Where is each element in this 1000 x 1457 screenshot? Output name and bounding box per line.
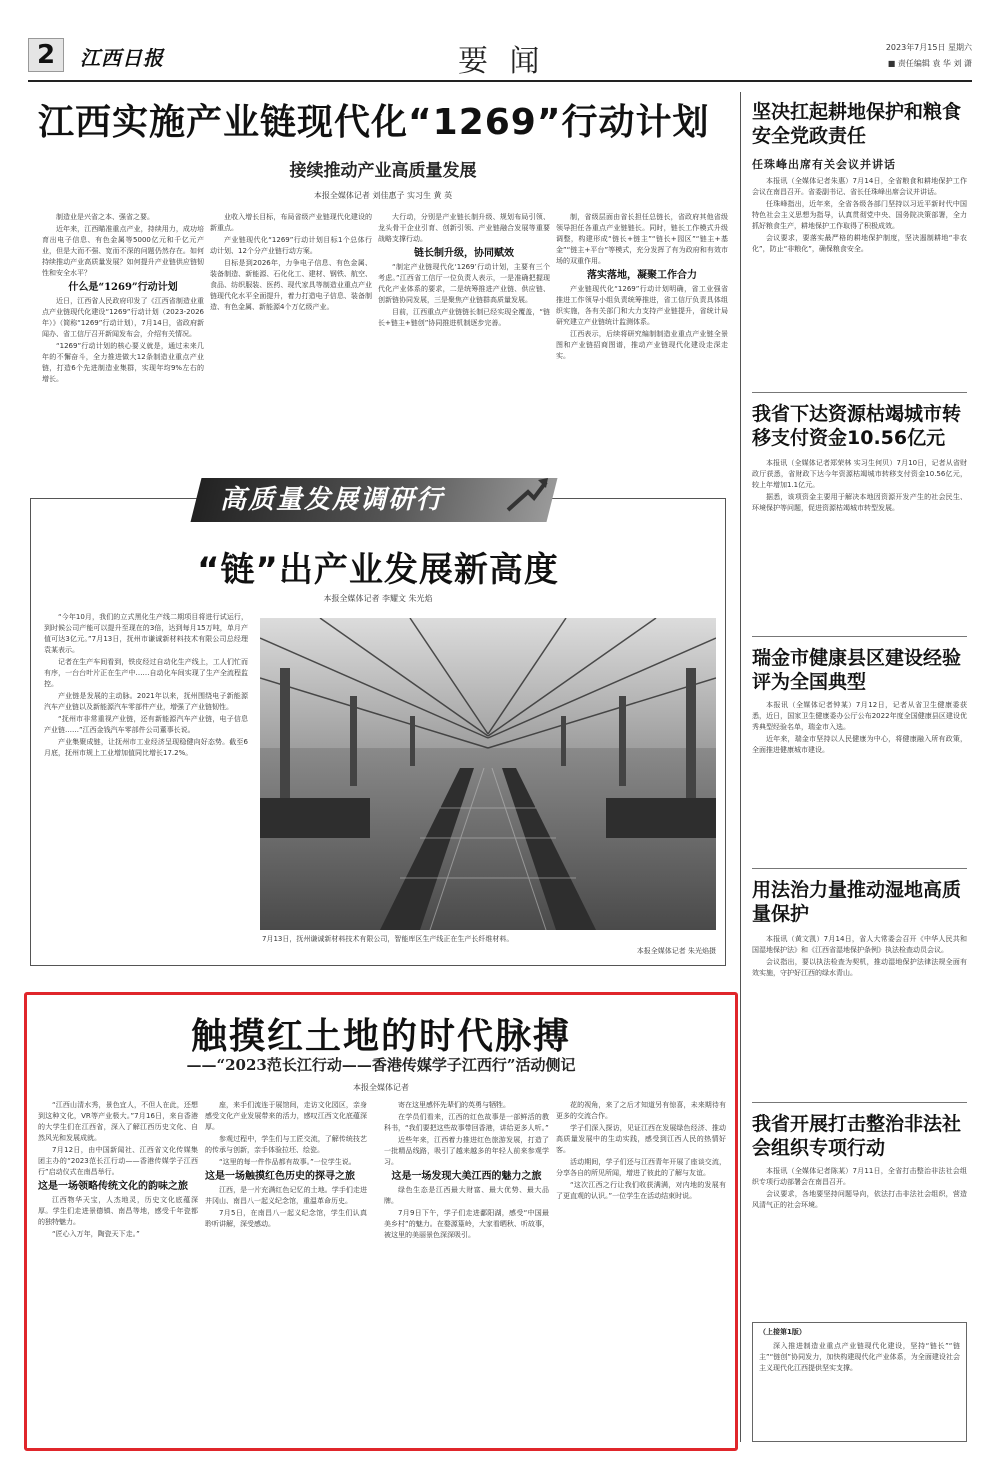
sidebar-paragraph: 本报讯（全媒体记者朱惠）7月14日，全省粮食和耕地保护工作会议在南昌召开。省委副书记、省长任珠峰出席会议并讲话。 <box>752 177 967 196</box>
sidebar-story-1-subhead: 任珠峰出席有关会议并讲话 <box>752 158 896 171</box>
sidebar-story-1-headline: 坚决扛起耕地保护和粮食安全党政责任 <box>752 101 962 147</box>
sidebar-story-2-headline: 我省下达资源枯竭城市转移支付资金10.56亿元 <box>752 403 962 449</box>
feature-byline: 本报全媒体记者 李耀文 朱光焰 <box>323 594 433 603</box>
bottom-paragraph: 7月5日，在南昌八一起义纪念馆，学生们认真聆听讲解，深受感动。 <box>205 1209 367 1228</box>
bottom-paragraph: “江西山清水秀，景色宜人，不但人在此，还想到这种文化，VR等产业极大。”7月16日，来自香港的大学生们在江西省，深入了解江西历史文化、自然风光和发展成就。 <box>38 1101 198 1142</box>
lead-paragraph: 近年来，江西瞄准重点产业，持续用力，成功培育出电子信息、有色金属等5000亿元和千亿元产业，但是大而不强、宽而不深的问题仍然存在。如何持续推动产业高质量发展？如何提升产业链供应链韧性和安全水平？ <box>42 225 204 277</box>
lead-byline: 本报全媒体记者 刘佳惠子 实习生 黄 英 <box>313 191 453 200</box>
bottom-paragraph: 寄在这里感怀先辈们的英勇与牺牲。 <box>398 1101 510 1109</box>
section-title: 要 闻 <box>458 44 546 79</box>
feature-paragraph: 产业集聚成链，让抚州市工业经济呈现稳健向好态势。截至6月底，抚州市规上工业增加值同比增长17.2%。 <box>44 738 248 757</box>
lead-subheadline: 接续推动产业高质量发展 <box>289 161 477 181</box>
bottom-paragraph: 江西，是一片充满红色记忆的土地。学手们走进井冈山、南昌八一起义纪念馆，重温革命历史。 <box>205 1186 367 1205</box>
photo-credit: 本报全媒体记者 朱光焰摄 <box>636 947 716 955</box>
lead-paragraph: “制定产业链现代化‘1269’行动计划，主要有三个考虑。”江西省工信厅一位负责人表示，一是准确把握现代化产业体系的要求，二是统筹推进产业链、供应链、创新链协同发展，三是聚焦产业链群高质量发展。 <box>378 263 550 304</box>
photo-caption: 7月13日，抚州谦诚新材料技术有限公司，智能库区生产线正在生产长纤维材料。 <box>262 935 514 943</box>
bottom-paragraph: 在学员们看来，江西的红色故事是一部鲜活的教科书，“我们要把这些故事带回香港，讲给更多人听。” <box>384 1113 549 1132</box>
sidebar-paragraph: 本报讯（全媒体记者陈某）7月11日，全省打击整治非法社会组织专项行动部署会在南昌召开。 <box>752 1167 967 1186</box>
bottom-paragraph: 学子们深入探访，见证江西在发展绿色经济、推动高质量发展中的生动实践，感受到江西人民的热情好客。 <box>556 1124 726 1154</box>
sidebar-paragraph: 本报讯（黄文凯）7月14日，省人大常委会召开《中华人民共和国湿地保护法》和《江西省湿地保护条例》执法检查动员会议。 <box>752 935 967 954</box>
feature-banner <box>191 478 558 522</box>
bottom-paragraph: 7月9日下午，学子们走进鄱阳湖，感受“中国最美乡村”的魅力。在婺源篁岭，大家看晒秋、听故事，被这里的美丽景色深深吸引。 <box>384 1209 549 1239</box>
bottom-paragraph: 参观过程中，学生们与工匠交流，了解传统技艺的传承与创新，亲手体验拉坯、绘瓷。 <box>205 1135 367 1154</box>
lead-paragraph: “1269”行动计划的核心要义就是，通过未来几年的不懈奋斗，全力推进做大12条制造业重点产业链，打造6个先进制造业集群，实现年均9%左右的增长。 <box>42 342 204 383</box>
bottom-subheadline: ——“2023范长江行动——香港传媒学子江西行”活动侧记 <box>186 1056 576 1074</box>
bottom-subhead-3: 这是一场发现大美江西的魅力之旅 <box>391 1171 542 1182</box>
continued-box <box>752 1322 967 1442</box>
sidebar-story-2-body <box>752 458 967 628</box>
lead-paragraph: 近日，江西省人民政府印发了《江西省制造业重点产业链现代化建设“1269”行动计划（2023-2026年）》（简称“1269”行动计划），7月14日，省政府新闻办、省工信厅召开新闻发布会，介绍有关情况。 <box>42 297 204 338</box>
bottom-paragraph: 7月12日，由中国新闻社、江西省文化传媒集团主办的“2023范长江行动——香港传媒学子江西行”启动仪式在南昌举行。 <box>38 1146 198 1176</box>
bottom-column-4 <box>556 1100 726 1440</box>
sidebar-story-4-headline: 用法治力量推动湿地高质量保护 <box>752 879 962 925</box>
continued-tag: （上接第1版） <box>759 1328 806 1336</box>
sidebar-rule <box>752 636 967 637</box>
bottom-paragraph: 花的视角，来了之后才知道另有惊喜，未来期待有更多的交流合作。 <box>556 1101 726 1120</box>
lead-paragraph: 目标是到2026年，力争电子信息、有色金属、装备制造、新能源、石化化工、建材、钢铁、航空、食品、纺织服装、医药、现代家具等制造业重点产业链现代化水平全面提升，着力打造电子信息、装备制造、有色金属、新能源4个万亿级产业。 <box>210 259 372 311</box>
lead-column-3 <box>378 212 550 452</box>
feature-paragraph: “今年10月，我们的立式黑化生产线二期项目将进行试运行，到时候公司产能可以提升至现在的3倍，达到每月15万吨，单月产值可达3亿元。”7月13日，抚州市谦诚新材料技术有限公司总经理袁某表示。 <box>44 613 248 654</box>
continued-body <box>759 1341 960 1437</box>
lead-subhead-1: 什么是“1269”行动计划 <box>68 282 178 293</box>
feature-column-1 <box>44 612 248 958</box>
feature-headline: “链”出产业发展新高度 <box>197 550 559 590</box>
sidebar-paragraph: 会议要求，要落实最严格的耕地保护制度，坚决遏制耕地“非农化”，防止“非粮化”，确保粮食安全。 <box>752 234 967 253</box>
lead-column-2 <box>210 212 372 452</box>
bottom-headline: 触摸红土地的时代脉搏 <box>190 1016 571 1057</box>
lead-subhead-3: 落实落地，凝聚工作合力 <box>587 270 697 281</box>
feature-paragraph: “抚州市非常重视产业链，还有新能源汽车产业链，电子信息产业链……”江西金钱汽车零部件公司董事长说。 <box>44 715 248 734</box>
bottom-byline: 本报全媒体记者 <box>353 1083 409 1092</box>
bottom-paragraph: “这次江西之行让我们收获满满，对内地的发展有了更直观的认识。”一位学生在活动结束时说。 <box>556 1181 726 1200</box>
sidebar-rule <box>752 868 967 869</box>
feature-paragraph: 产业链是发展的主动脉。2021年以来，抚州围绕电子新能源汽车产业链以及新能源汽车零部件产业，增强了产业链韧性。 <box>44 692 248 711</box>
bottom-column-2 <box>205 1100 367 1440</box>
bottom-subhead-2: 这是一场触摸红色历史的探寻之旅 <box>205 1171 355 1182</box>
responsible-editor: ■ 责任编辑 袁 华 刘 潇 <box>887 59 972 68</box>
sidebar-story-1-body <box>752 176 967 386</box>
bottom-column-3 <box>384 1100 549 1440</box>
sidebar-story-5-headline: 我省开展打击整治非法社会组织专项行动 <box>752 1113 962 1159</box>
bottom-subhead-1: 这是一场领略传统文化的韵味之旅 <box>38 1181 188 1192</box>
bottom-paragraph: 近些年来，江西着力推进红色旅游发展，打造了一批精品线路，吸引了越来越多的年轻人前来参观学习。 <box>384 1136 549 1166</box>
sidebar-story-5-body <box>752 1166 967 1312</box>
lead-paragraph: 目前，江西重点产业链链长制已经实现全覆盖，“链长+链主+链创”协同推进机制逐步完善。 <box>378 308 550 327</box>
lead-paragraph: 江西表示，后续将研究编制制造业重点产业链全景图和产业链招商图谱，推动产业链现代化建设走深走实。 <box>556 330 728 360</box>
sidebar-paragraph: 近年来，瑞金市坚持以人民健康为中心，将健康融入所有政策，全面推进健康城市建设。 <box>752 735 967 754</box>
sidebar-paragraph: 深入推进制造业重点产业链现代化建设，坚持“链长”“链主”“链创”协同发力，加快构建现代化产业体系，为全面建设社会主义现代化江西提供坚实支撑。 <box>759 1342 960 1372</box>
bottom-paragraph: 江西物华天宝，人杰地灵，历史文化底蕴深厚。学生们走进景德镇、南昌等地，感受千年瓷都的独特魅力。 <box>38 1196 198 1226</box>
lead-column-1 <box>42 212 204 452</box>
sidebar-paragraph: 会议指出，要以执法检查为契机，推动湿地保护法律法规全面有效实施，守护好江西的绿水青山。 <box>752 958 967 977</box>
lead-paragraph: 业收入增长目标，布局省级产业链现代化建设的新重点。 <box>210 213 372 232</box>
bottom-paragraph: “匠心入万年，陶瓷天下走。” <box>52 1230 140 1238</box>
sidebar-paragraph: 本报讯（全媒体记者郑荣林 实习生何贝）7月10日，记者从省财政厅获悉，省财政下达今年资源枯竭城市转移支付资金10.56亿元，较上年增加1.1亿元。 <box>752 459 967 489</box>
bottom-paragraph: “这里的每一件作品都有故事。”一位学生说。 <box>219 1158 356 1166</box>
feature-paragraph: 记者在生产车间看到，铁皮经过自动化生产线上，工人们忙而有序，一台台叶片正在生产中……自动化车间实现了生产全流程监控。 <box>44 658 248 688</box>
sidebar-story-3-headline: 瑞金市健康县区建设经验评为全国典型 <box>752 647 962 693</box>
sidebar-divider <box>740 92 741 1442</box>
sidebar-paragraph: 会议要求，各地要坚持问题导向，依法打击非法社会组织，营造风清气正的社会环境。 <box>752 1190 967 1209</box>
page-number-badge: 2 <box>28 38 64 72</box>
lead-headline: 江西实施产业链现代化“1269”行动计划 <box>38 102 710 143</box>
sidebar-story-3-body <box>752 700 967 860</box>
lead-paragraph: 大行动，分别是产业链长制升级、规划布局引领、龙头骨干企业引育、创新引领、产业链融合发展等重要战略支撑行动。 <box>378 213 550 243</box>
sidebar-paragraph: 任珠峰指出，近年来，全省各级各部门坚持以习近平新时代中国特色社会主义思想为指导，认真贯彻党中央、国务院决策部署，全力抓好粮食生产，耕地保护工作取得了积极成效。 <box>752 200 967 230</box>
sidebar-rule <box>752 1102 967 1103</box>
sidebar-story-4-body <box>752 934 967 1094</box>
bottom-paragraph: 座，来手们流连于展馆间，走访文化园区，亲身感受文化产业发展带来的活力，感叹江西文化底蕴深厚。 <box>205 1101 367 1131</box>
bottom-paragraph: 活动期间，学子们还与江西青年开展了座谈交流，分享各自的所见所闻，增进了彼此的了解与友谊。 <box>556 1158 726 1177</box>
masthead <box>28 36 972 79</box>
lead-paragraph: 产业链现代化“1269”行动计划目标1个总体行动计划、12个分产业链行动方案。 <box>210 236 372 255</box>
sidebar-rule <box>752 392 967 393</box>
lead-paragraph: 制，省级层面由省长担任总链长，省政府其他省级领导担任各重点产业链链长。同时，链长工作模式升级调整，构建形成“链长+链主”“链长+园区”“链主+基金”“链主+平台”等模式，充分发挥了有为政府和有效市场的双重作用。 <box>556 213 728 265</box>
sidebar-paragraph: 据悉，该项资金主要用于解决本地因资源开发产生的社会民生、环境保护等问题，促进资源枯竭城市转型发展。 <box>752 493 967 512</box>
banner-arrow-icon <box>506 474 550 514</box>
lead-paragraph: 制造业是兴省之本、强省之要。 <box>56 213 154 221</box>
masthead-rule <box>28 80 972 82</box>
feature-banner-label: 高质量发展调研行 <box>220 485 445 515</box>
paper-name-logo: 江西日报 <box>80 46 164 70</box>
issue-date: 2023年7月15日 星期六 <box>885 43 972 52</box>
lead-column-4 <box>556 212 728 452</box>
lead-subhead-2: 链长制升级，协同赋效 <box>414 248 514 259</box>
lead-paragraph: 产业链现代化“1269”行动计划明确，省工业强省推进工作领导小组负责统筹推进，省工信厅负责具体组织实施，各有关部门和大力支持产业链提升，省统计局研究建立产业链统计监测体系。 <box>556 285 728 326</box>
bottom-column-1 <box>38 1100 198 1440</box>
sidebar-paragraph: 本报讯（全媒体记者钟某）7月12日，记者从省卫生健康委获悉，近日，国家卫生健康委办公厅公布2022年度全国健康县区建设优秀典型经验名单，瑞金市入选。 <box>752 701 967 731</box>
bottom-paragraph: 绿色生态是江西最大财富、最大优势、最大品牌。 <box>384 1186 549 1205</box>
factory-photo <box>260 618 716 930</box>
